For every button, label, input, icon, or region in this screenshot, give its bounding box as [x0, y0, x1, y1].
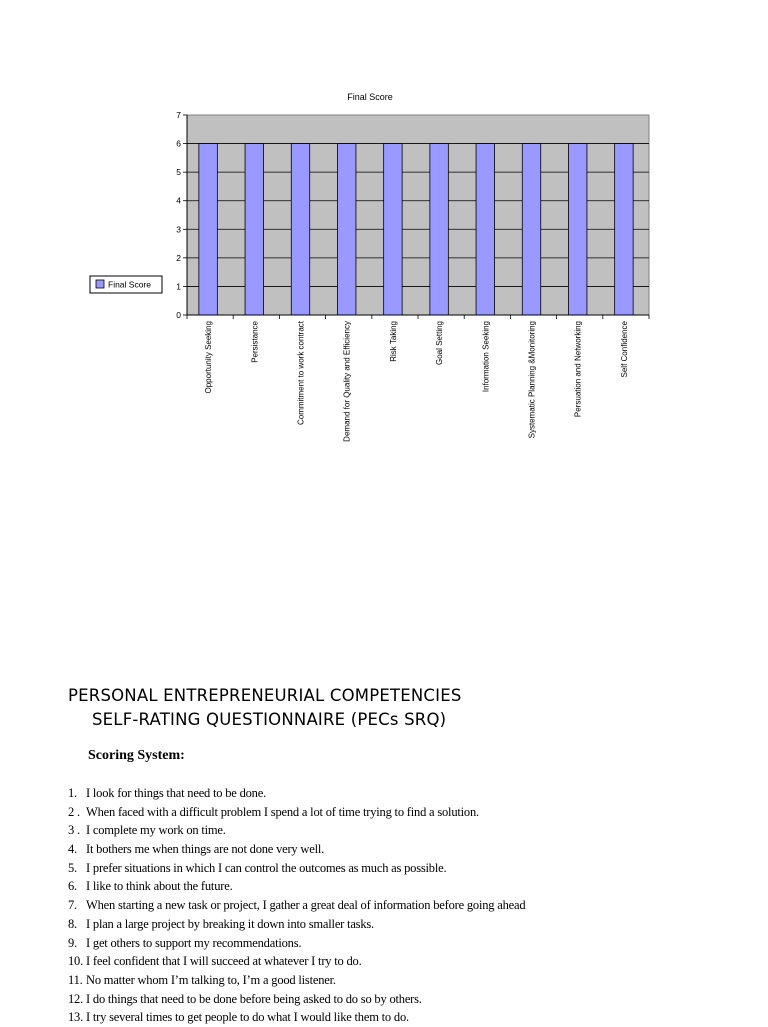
- legend-label: Final Score: [108, 279, 151, 290]
- chart-title: Final Score: [347, 92, 393, 102]
- question-item: [68, 784, 525, 803]
- y-tick-label: 2: [176, 252, 181, 263]
- questions-list: [68, 784, 525, 1027]
- x-tick-label: Opportunity Seeking: [204, 321, 214, 394]
- question-item: [68, 915, 525, 934]
- y-tick-label: 5: [176, 167, 181, 178]
- question-item: [68, 896, 525, 915]
- question-text: When faced with a difficult problem I spend a lot of time trying to find a solution.: [86, 804, 479, 819]
- x-tick-label: Goal Setting: [435, 321, 445, 366]
- question-text: When starting a new task or project, I gather a great deal of information before going ahead: [86, 898, 526, 913]
- title-line-2: SELF-RATING QUESTIONNAIRE (PECs SRQ): [92, 710, 447, 729]
- y-tick-label: 3: [176, 224, 181, 235]
- question-item: [68, 840, 525, 859]
- y-tick-label: 4: [176, 195, 181, 206]
- question-number: 13.: [68, 1010, 84, 1025]
- chart-legend: [90, 276, 162, 293]
- question-text: I feel confident that I will succeed at whatever I try to do.: [86, 954, 362, 969]
- document-title: [68, 684, 462, 732]
- question-number: 12.: [68, 991, 84, 1006]
- question-number: 2 .: [68, 804, 80, 819]
- question-number: 1.: [68, 786, 77, 800]
- question-item: [68, 990, 525, 1009]
- question-number: 6.: [68, 879, 77, 894]
- x-tick-label: Risk Taking: [388, 321, 398, 362]
- x-axis: [187, 315, 649, 442]
- x-tick-label: Demand for Quality and Efficiency: [342, 321, 352, 442]
- question-text: I get others to support my recommendations.: [86, 935, 302, 950]
- question-item: [68, 934, 525, 953]
- question-text: I complete my work on time.: [86, 823, 226, 838]
- bar: [476, 144, 494, 315]
- legend-swatch: [96, 280, 104, 288]
- question-text: No matter whom I’m talking to, I’m a good listener.: [86, 972, 336, 987]
- question-number: 11.: [68, 972, 83, 987]
- question-item: [68, 877, 525, 896]
- x-tick-label: Self Confidence: [619, 321, 629, 378]
- x-tick-label: Commitment to work contract: [296, 321, 306, 426]
- bar: [522, 144, 540, 315]
- bar: [568, 144, 586, 315]
- final-score-chart: [0, 0, 768, 480]
- bar: [291, 144, 309, 315]
- y-tick-label: 1: [176, 281, 181, 292]
- x-tick-label: Persistance: [250, 321, 260, 363]
- question-item: [68, 803, 525, 822]
- question-item: [68, 859, 525, 878]
- question-number: 9.: [68, 935, 77, 950]
- bar: [245, 144, 263, 315]
- question-number: 10.: [68, 954, 84, 969]
- question-text: I do things that need to be done before being asked to do so by others.: [86, 991, 422, 1006]
- y-tick-label: 0: [176, 310, 181, 320]
- question-text: I try several times to get people to do what I would like them to do.: [86, 1010, 409, 1025]
- y-tick-label: 6: [176, 138, 181, 149]
- x-tick-label: Systematic Planning &Monitoring: [527, 321, 537, 439]
- scoring-heading: Scoring System:: [88, 748, 185, 763]
- bar: [384, 144, 402, 315]
- bar: [199, 144, 217, 315]
- bar: [615, 144, 633, 315]
- question-number: 4.: [68, 842, 77, 857]
- question-item: [68, 952, 525, 971]
- bar: [430, 144, 448, 315]
- x-tick-label: Information Seeking: [481, 321, 491, 393]
- x-tick-label: Persuation and Networking: [573, 321, 583, 418]
- question-number: 5.: [68, 860, 77, 875]
- question-text: I prefer situations in which I can control the outcomes as much as possible.: [86, 860, 447, 875]
- question-item: [68, 971, 525, 990]
- question-text: I look for things that need to be done.: [86, 786, 267, 800]
- bar: [337, 144, 355, 315]
- y-axis: [176, 110, 187, 320]
- question-number: 8.: [68, 916, 77, 931]
- question-number: 7.: [68, 898, 77, 913]
- question-item: [68, 821, 525, 840]
- question-text: I like to think about the future.: [86, 879, 233, 894]
- question-number: 3 .: [68, 823, 80, 838]
- title-line-1: PERSONAL ENTREPRENEURIAL COMPETENCIES: [68, 686, 462, 705]
- y-tick-label: 7: [176, 110, 181, 120]
- question-item: [68, 1008, 525, 1027]
- question-text: I plan a large project by breaking it down into smaller tasks.: [86, 916, 374, 931]
- question-text: It bothers me when things are not done very well.: [86, 842, 325, 857]
